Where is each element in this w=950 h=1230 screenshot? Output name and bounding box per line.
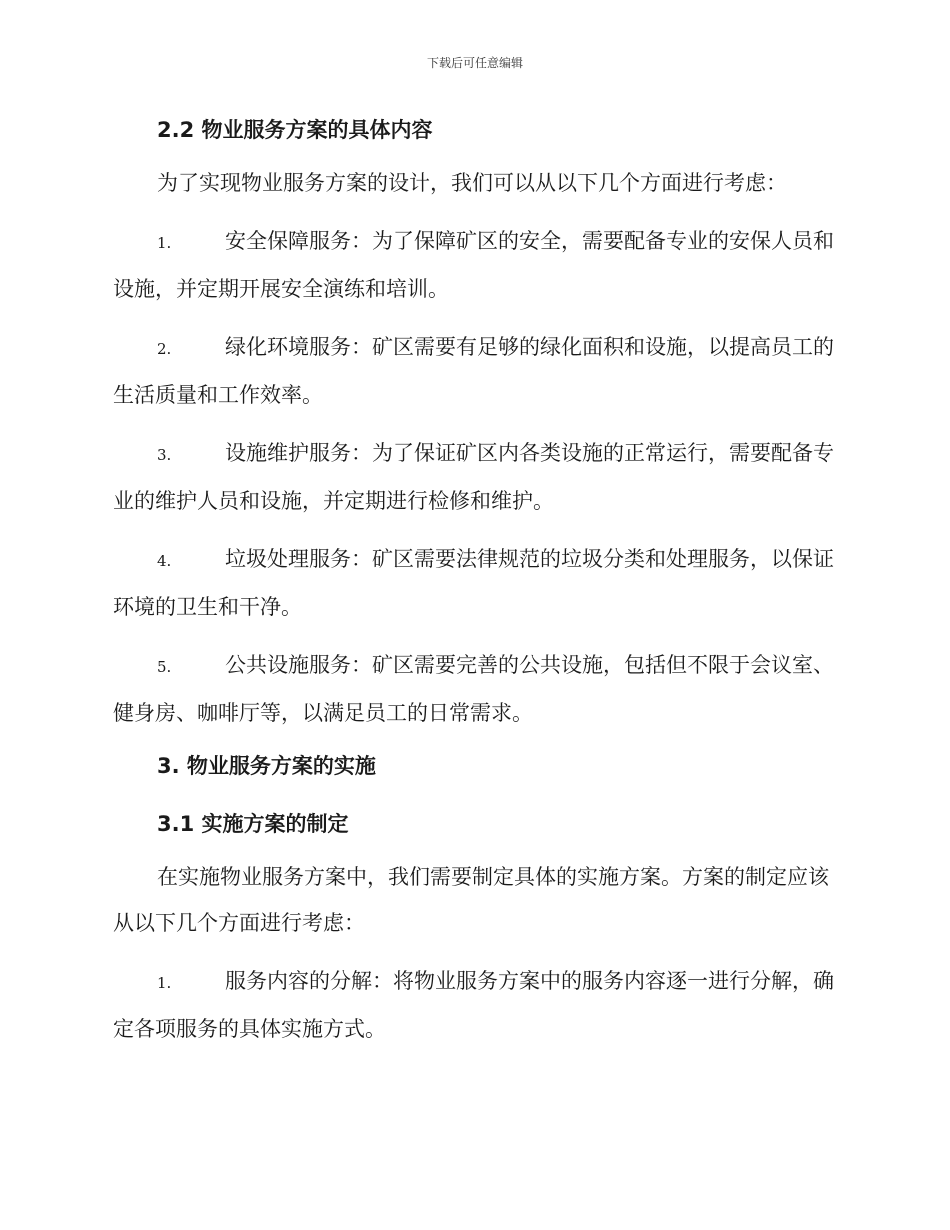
list-item xyxy=(113,218,835,312)
list-item xyxy=(113,536,835,630)
list-item-number: 3. xyxy=(157,446,172,464)
list-item xyxy=(113,324,835,418)
list-item xyxy=(113,958,835,1052)
list-item-text: 设施维护服务：为了保证矿区内各类设施的正常运行，需要配备专业的维护人员和设施，并定期进行检修和维护。 xyxy=(113,441,834,513)
list-item xyxy=(113,642,835,736)
list-item-text: 安全保障服务：为了保障矿区的安全，需要配备专业的安保人员和设施，并定期开展安全演练和培训。 xyxy=(113,229,834,301)
section-heading-2-2: 2.2 物业服务方案的具体内容 xyxy=(157,118,433,142)
section-intro-paragraph: 在实施物业服务方案中，我们需要制定具体的实施方案。方案的制定应该从以下几个方面进行考虑： xyxy=(113,865,829,935)
page-header: 下载后可任意编辑 xyxy=(426,56,523,70)
section-intro-paragraph: 为了实现物业服务方案的设计，我们可以从以下几个方面进行考虑： xyxy=(157,171,787,195)
document-body xyxy=(113,112,835,1052)
list-item-number: 2. xyxy=(157,340,172,358)
section-heading-3-1: 3.1 实施方案的制定 xyxy=(157,812,349,836)
list-item-text: 服务内容的分解：将物业服务方案中的服务内容逐一进行分解，确定各项服务的具体实施方式。 xyxy=(113,969,834,1041)
list-item xyxy=(113,430,835,524)
section-heading-3: 3. 物业服务方案的实施 xyxy=(157,754,376,778)
list-item-number: 1. xyxy=(157,974,172,992)
list-item-number: 4. xyxy=(157,552,172,570)
list-item-text: 绿化环境服务：矿区需要有足够的绿化面积和设施，以提高员工的生活质量和工作效率。 xyxy=(113,335,834,407)
list-item-number: 1. xyxy=(157,234,172,252)
list-item-text: 垃圾处理服务：矿区需要法律规范的垃圾分类和处理服务，以保证环境的卫生和干净。 xyxy=(113,547,834,619)
list-item-number: 5. xyxy=(157,658,172,676)
list-item-text: 公共设施服务：矿区需要完善的公共设施，包括但不限于会议室、健身房、咖啡厅等，以满足员工的日常需求。 xyxy=(113,653,834,725)
